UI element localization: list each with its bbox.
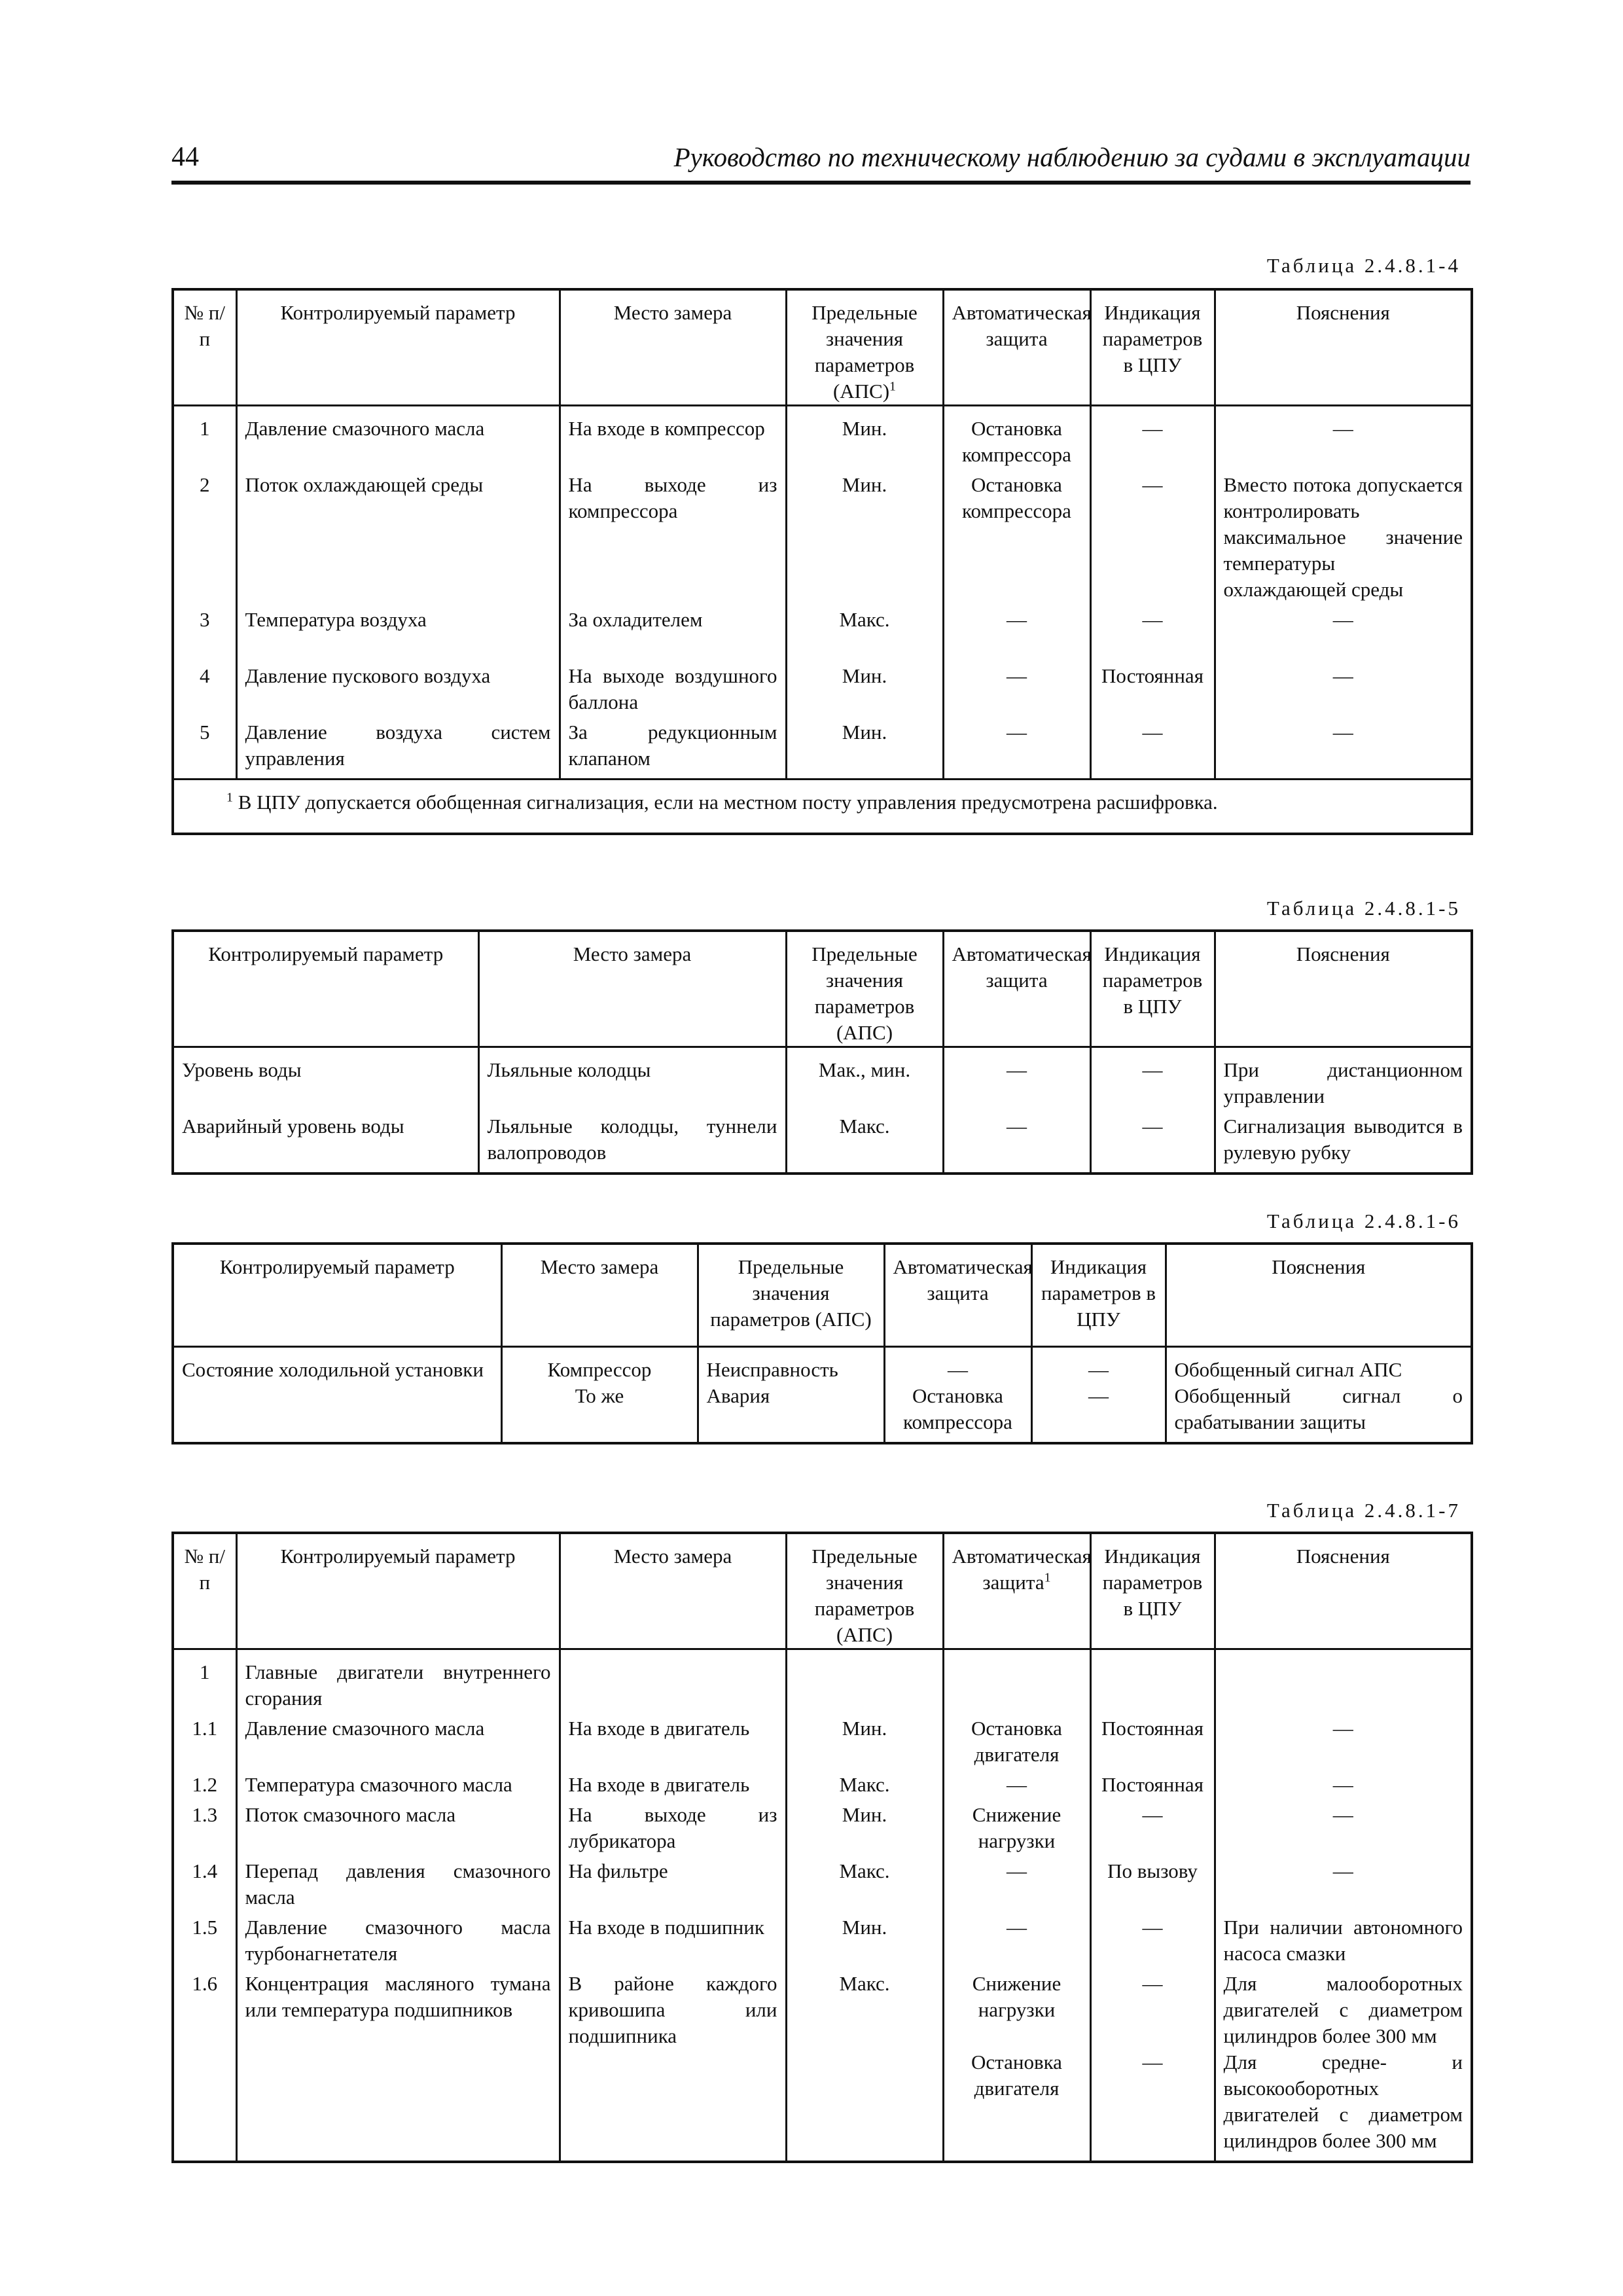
col-header-ind: Индикация параметров в ЦПУ bbox=[1031, 1244, 1166, 1347]
col-header-num: № п/п bbox=[173, 1533, 236, 1649]
table-row: 1 Главные двигатели внутреннего сгорания bbox=[173, 1649, 1472, 1712]
col-header-ind: Индикация параметров в ЦПУ bbox=[1090, 931, 1215, 1047]
col-header-limit: Предельные значения параметров (АПС) bbox=[786, 931, 943, 1047]
table-row: 1.1 Давление смазочного масла На входе в двигатель Мин. Остановка двигателя Постоянная — bbox=[173, 1712, 1472, 1768]
col-header-notes: Пояснения bbox=[1166, 1244, 1472, 1347]
table-caption: Таблица 2.4.8.1-7 bbox=[1266, 1499, 1461, 1522]
col-header-place: Место замера bbox=[560, 289, 786, 406]
table-row: 5 Давление воздуха систем управления За редукционным клапаном Мин. — — — bbox=[173, 715, 1472, 780]
table-2-4-8-1-5 bbox=[171, 929, 1473, 1175]
table-row: 1.3 Поток смазочного масла На выходе из лубрикатора Мин. Снижение нагрузки — — bbox=[173, 1798, 1472, 1854]
table-footnote-row bbox=[173, 780, 1472, 834]
table-2-4-8-1-6 bbox=[171, 1242, 1473, 1444]
col-header-auto: Автоматическая защита bbox=[943, 931, 1090, 1047]
table-caption: Таблица 2.4.8.1-5 bbox=[1266, 897, 1461, 920]
table-2-4-8-1-7 bbox=[171, 1532, 1473, 2163]
col-header-param: Контролируемый параметр bbox=[236, 289, 560, 406]
col-header-limit: Предельные значения параметров (АПС)$^1$ bbox=[786, 289, 943, 406]
table-footnote: $^1$ В ЦПУ допускается обобщенная сигнализация, если на местном посту управления предусмотрена расшифровка. bbox=[173, 780, 1472, 834]
col-header-auto: Автоматическая защита$^1$ bbox=[943, 1533, 1090, 1649]
table-row: 4 Давление пускового воздуха На выходе воздушного баллона Мин. — Постоянная — bbox=[173, 659, 1472, 715]
col-header-notes: Пояснения bbox=[1215, 931, 1472, 1047]
col-header-param: Контролируемый параметр bbox=[236, 1533, 560, 1649]
col-header-notes: Пояснения bbox=[1215, 289, 1472, 406]
col-header-num: № п/п bbox=[173, 289, 236, 406]
col-header-auto: Автоматическая защита bbox=[943, 289, 1090, 406]
col-header-place: Место замера bbox=[560, 1533, 786, 1649]
running-title: Руководство по техническому наблюдению за судами в эксплуатации bbox=[673, 142, 1471, 172]
col-header-param: Контролируемый параметр bbox=[173, 1244, 501, 1347]
table-row: 1.5 Давление смазочного масла турбонагнетателя На входе в подшипник Мин. — — При наличии автономного насоса смазки bbox=[173, 1910, 1472, 1967]
col-header-ind: Индикация параметров в ЦПУ bbox=[1090, 1533, 1215, 1649]
col-header-param: Контролируемый параметр bbox=[173, 931, 478, 1047]
col-header-auto: Автоматическая защита bbox=[884, 1244, 1031, 1347]
col-header-notes: Пояснения bbox=[1215, 1533, 1472, 1649]
table-2-4-8-1-4 bbox=[171, 288, 1473, 835]
col-header-limit: Предельные значения параметров (АПС) bbox=[786, 1533, 943, 1649]
table-row: 1.2 Температура смазочного масла На входе в двигатель Макс. — Постоянная — bbox=[173, 1768, 1472, 1798]
page-header bbox=[171, 141, 1471, 185]
table-row: 3 Температура воздуха За охладителем Макс. — — — bbox=[173, 603, 1472, 659]
table-row: 1.4 Перепад давления смазочного масла На фильтре Макс. — По вызову — bbox=[173, 1854, 1472, 1910]
table-row: Аварийный уровень воды Льяльные колодцы, туннели валопроводов Макс. — — Сигнализация выводится в рулевую рубку bbox=[173, 1109, 1472, 1174]
table-row: 2 Поток охлаждающей среды На выходе из компрессора Мин. Остановка компрессора — Вместо потока допускается контролировать максимальное значение температуры охлаждающей среды bbox=[173, 468, 1472, 603]
table-row: 1 Давление смазочного масла На входе в компрессор Мин. Остановка компрессора — — bbox=[173, 406, 1472, 469]
col-header-limit: Предельные значения параметров (АПС) bbox=[698, 1244, 884, 1347]
page-number: 44 bbox=[171, 142, 199, 172]
col-header-place: Место замера bbox=[478, 931, 786, 1047]
table-caption: Таблица 2.4.8.1-4 bbox=[1266, 254, 1461, 277]
table-caption: Таблица 2.4.8.1-6 bbox=[1266, 1210, 1461, 1232]
table-row: 1.6 Концентрация масляного тумана или температура подшипников В районе каждого кривошипа или подшипника Макс. Снижение нагрузки Остановка двигателя — — Для малооборотных двигателей с диаметром цилиндров более 300 мм Для средне- и высокооборотных двигателей с диаметром цилиндров более 300 мм bbox=[173, 1967, 1472, 2162]
table-row: Состояние холодильной установки Компрессор То же Неисправность Авария — Остановка компрессора — — Обобщенный сигнал АПС Обобщенный сигнал о срабатывании защиты bbox=[173, 1347, 1472, 1444]
table-row: Уровень воды Льяльные колодцы Мак., мин. — — При дистанционном управлении bbox=[173, 1047, 1472, 1110]
col-header-place: Место замера bbox=[501, 1244, 698, 1347]
col-header-ind: Индикация параметров в ЦПУ bbox=[1090, 289, 1215, 406]
